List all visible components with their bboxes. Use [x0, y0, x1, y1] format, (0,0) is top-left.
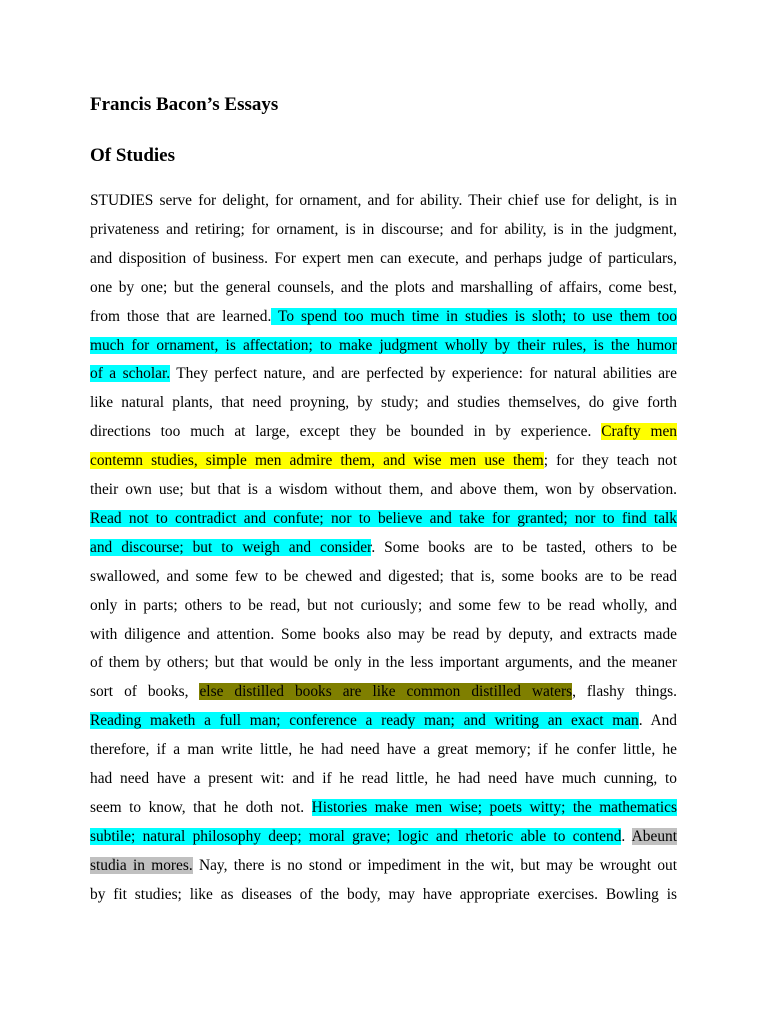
text-segment: with diligence and attention. Some books also may be read by deputy, and extracts made	[90, 625, 677, 643]
text-segment: directions too much at large, except they be bounded in by experience.	[90, 423, 602, 441]
highlighted-text: contemn studies, simple men admire them, and wise men use them	[90, 452, 544, 470]
highlighted-text: studia in mores.	[90, 856, 193, 874]
text-segment: one by one; but the general counsels, and the plots and marshalling of affairs, come best,	[90, 278, 677, 296]
essay-title: Of Studies	[90, 145, 175, 166]
text-line	[90, 595, 677, 617]
text-line	[90, 768, 677, 790]
text-segment: like natural plants, that need proyning, by study; and studies themselves, do give forth	[90, 394, 677, 412]
text-segment: and disposition of business. For expert men can execute, and perhaps judge of particulars,	[90, 249, 677, 267]
text-line	[90, 219, 677, 241]
text-segment: STUDIES serve for delight, for ornament, and for ability. Their chief use for delight, is in	[90, 192, 677, 209]
text-segment: swallowed, and some few to be chewed and digested; that is, some books are to be read	[90, 567, 677, 585]
text-line	[90, 363, 677, 385]
text-line	[90, 681, 677, 703]
highlighted-text: Crafty men	[601, 423, 678, 441]
text-line	[90, 392, 677, 414]
text-line	[90, 797, 677, 819]
highlighted-text: Abeunt	[631, 827, 677, 845]
text-segment: from those that are learned.	[90, 307, 272, 325]
highlighted-text: of a scholar.	[90, 365, 171, 383]
text-line	[90, 739, 677, 761]
text-line	[90, 855, 677, 877]
text-segment: , flashy things.	[572, 683, 677, 701]
text-line	[90, 566, 677, 588]
highlighted-text: subtile; natural philosophy deep; moral grave; logic and rhetoric able to contend	[90, 827, 622, 845]
text-segment: therefore, if a man write little, he had need have a great memory; if he confer little, he	[90, 741, 677, 759]
highlighted-text: and discourse; but to weigh and consider	[90, 538, 372, 556]
text-line	[90, 335, 677, 357]
text-segment: by fit studies; like as diseases of the body, may have appropriate exercises. Bowling is	[90, 885, 677, 903]
text-segment: of them by others; but that would be only in the less important arguments, and the meaner	[90, 654, 677, 672]
text-segment: They perfect nature, and are perfected by experience: for natural abilities are	[170, 365, 677, 383]
text-line	[90, 450, 677, 472]
text-line	[90, 652, 677, 674]
text-line	[90, 479, 677, 501]
text-line	[90, 190, 677, 212]
text-line	[90, 421, 677, 443]
text-line	[90, 884, 677, 906]
text-line	[90, 710, 677, 732]
text-segment: had need have a present wit: and if he read little, he had need have much cunning, to	[90, 770, 677, 787]
text-line	[90, 826, 677, 848]
text-line	[90, 508, 677, 530]
text-line	[90, 624, 677, 646]
text-line	[90, 537, 677, 559]
text-segment: sort of books,	[90, 683, 200, 701]
highlighted-text: To spend too much time in studies is sloth; to use them too	[271, 307, 677, 325]
text-segment: Nay, there is no stond or impediment in the wit, but may be wrought out	[192, 856, 677, 874]
highlighted-text: else distilled books are like common distilled waters	[199, 683, 573, 701]
text-line	[90, 277, 677, 299]
text-segment: ; for they teach not	[543, 452, 677, 470]
text-segment: privateness and retiring; for ornament, is in discourse; and for ability, is in the judgment,	[90, 220, 677, 238]
document-title: Francis Bacon’s Essays	[90, 94, 279, 115]
text-segment: seem to know, that he doth not.	[90, 798, 312, 816]
text-segment: .	[621, 827, 632, 845]
highlighted-text: Read not to contradict and confute; nor to believe and take for granted; nor to find talk	[90, 509, 677, 527]
highlighted-text: Reading maketh a full man; conference a ready man; and writing an exact man	[90, 712, 639, 730]
text-segment: . Some books are to be tasted, others to be	[371, 538, 677, 556]
text-segment: only in parts; others to be read, but not curiously; and some few to be read wholly, and	[90, 596, 677, 614]
text-segment: . And	[638, 712, 678, 730]
text-line	[90, 248, 677, 270]
highlighted-text: much for ornament, is affectation; to make judgment wholly by their rules, is the humor	[90, 336, 677, 354]
text-segment: their own use; but that is a wisdom without them, and above them, won by observation.	[90, 481, 677, 498]
text-line	[90, 306, 677, 328]
highlighted-text: Histories make men wise; poets witty; the mathematics	[311, 798, 677, 816]
